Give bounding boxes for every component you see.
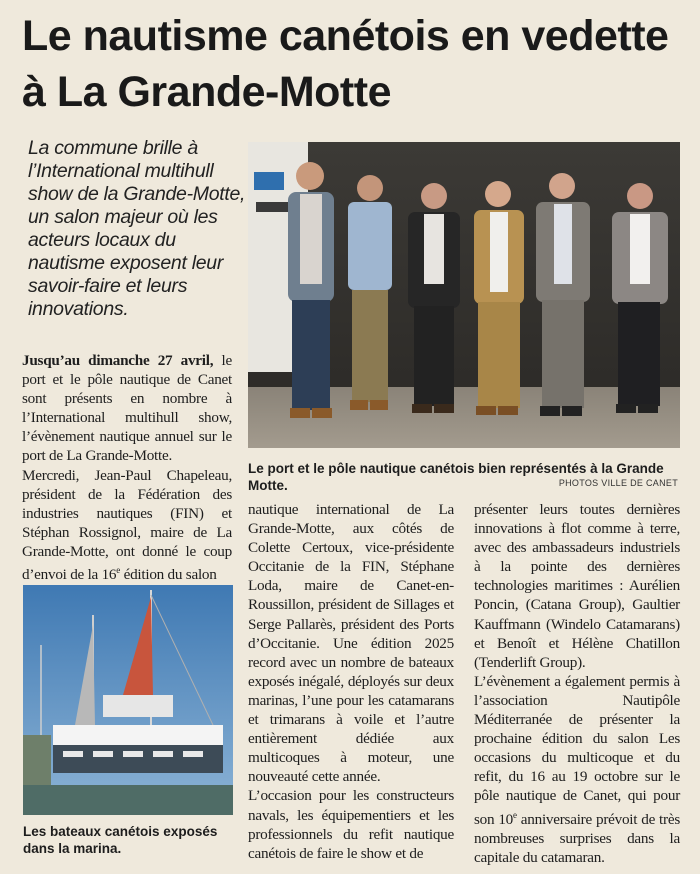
column-3-paragraph-1: présenter leurs toutes dernières innovations à flot comme à terre, avec des ambassadeurs industriels à la pointe des dernières technologies maritimes : Aurélien Poncin, (Catana Group), Gaultier Kauffmann (Windelo Catamarans) et Benoît et Hélène Chatillon (Tenderlift Group). [474, 501, 680, 671]
headline: Le nautisme canétois en vedette à La Grande-Motte [22, 12, 669, 116]
boat-photo [23, 585, 233, 815]
chapo: La commune brille à l’International multihull show de la Grande-Motte, un salon majeur où les acteurs locaux du nautisme exposent leur savoir-faire et leurs innovations. [28, 137, 246, 320]
group-photo [248, 142, 680, 448]
photo-credit: PHOTOS VILLE DE CANET [558, 478, 678, 488]
article-column-1 [22, 351, 232, 584]
article-column-3 [474, 500, 680, 867]
boat-photo-illustration [23, 585, 233, 815]
column-1-paragraph-2: Mercredi, Jean-Paul Chapeleau, président de la Fédération des industries nautiques (FIN) et Stéphan Rossignol, maire de La Grande-Motte, ont donné le coup d’envoi de la 16e édition du salon [22, 466, 232, 584]
column-2-paragraph-1: nautique international de La Grande-Motte, aux côtés de Colette Certoux, vice-présidente Occitanie de la FIN, Stéphane Loda, maire de Canet-en-Roussillon, président de Sillages et Serge Pallarès, président des Ports d’Occitanie. Une édition 2025 record avec un nombre de bateaux exposés inégalé, déployés sur deux marinas, l’une pour les catamarans et trimarans à voile et l’autre entièrement dédiée aux multicoques à moteur, une nouveauté cette année. [248, 501, 454, 786]
group-photo-caption: Le port et le pôle nautique canétois bien représentés à la Grande Motte. [248, 461, 664, 493]
group-photo-illustration [248, 142, 680, 448]
column-1-paragraph-1: Jusqu’au dimanche 27 avril, le port et le pôle nautique de Canet sont présents en nombre à l’International multihull show, l’évènement nautique annuel sur le port de La Grande-Motte. [22, 352, 232, 465]
column-2-paragraph-2: L’occasion pour les constructeurs navals, les équipementiers et les professionnels du refit nautique canétois de faire le show et de [248, 787, 454, 862]
article-column-2 [248, 500, 454, 863]
column-3-paragraph-2: L’évènement a également permis à l’association Nautipôle Méditerranée de présenter la prochaine édition du salon Les occasions du multicoque et du refit, du 16 au 19 octobre sur le pôle nautique de Canet, qui pour son 10e anniversaire prévoit de très nombreuses surprises dans la capitale du catamaran. [474, 672, 680, 866]
column-1-lead: Jusqu’au dimanche 27 avril, [22, 352, 214, 369]
boat-photo-caption: Les bateaux canétois exposés dans la marina. [23, 824, 218, 856]
